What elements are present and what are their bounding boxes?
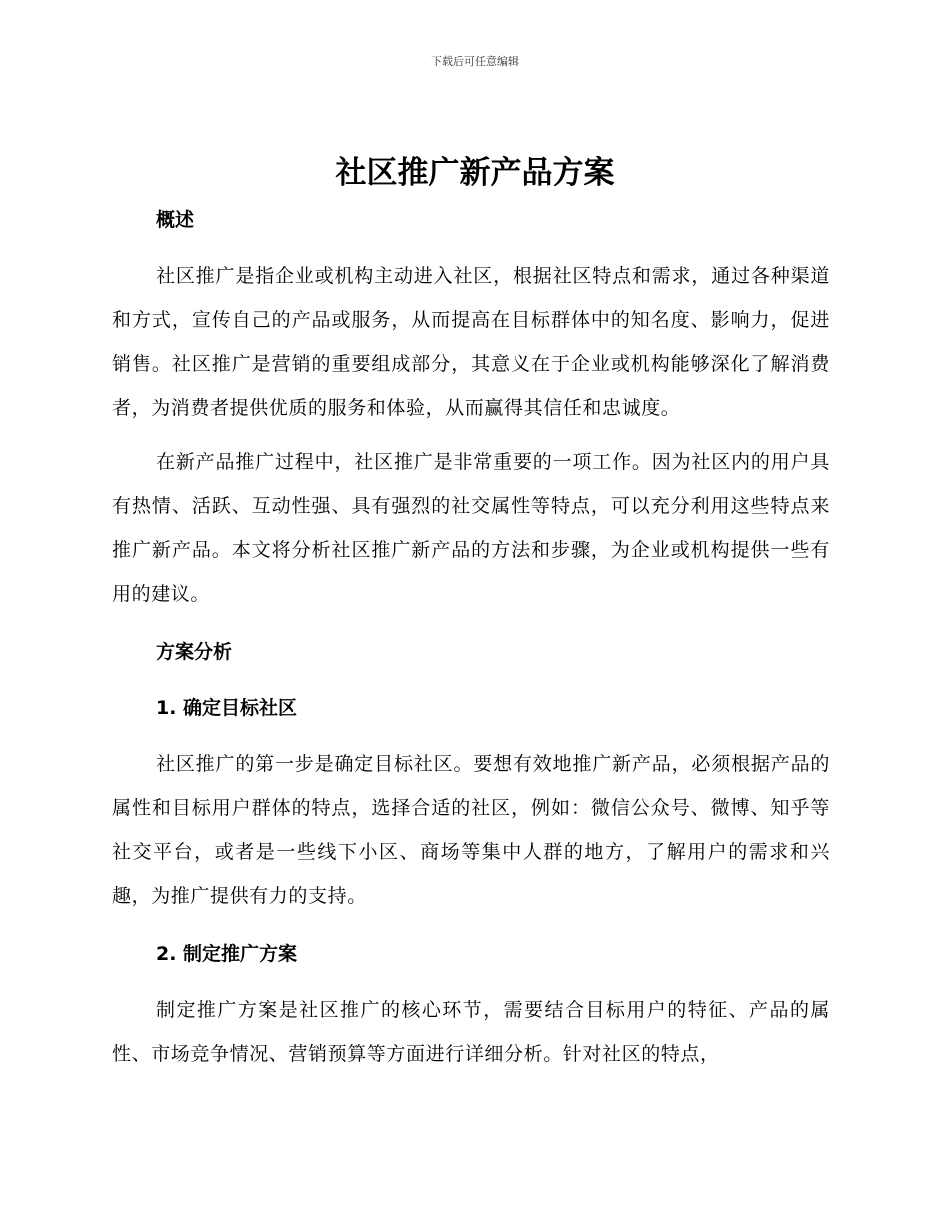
step1-paragraph: 社区推广的第一步是确定目标社区。要想有效地推广新产品，必须根据产品的属性和目标用户群体的特点，选择合适的社区，例如：微信公众号、微博、知乎等社交平台，或者是一些线下小区、商场等集中人群的地方，了解用户的需求和兴趣，为推广提供有力的支持。 xyxy=(112,753,830,907)
section-heading-overview: 概述 xyxy=(156,209,195,231)
document-title: 社区推广新产品方案 xyxy=(335,155,615,191)
section-heading-analysis: 方案分析 xyxy=(156,641,233,663)
step-heading-2: 2. 制定推广方案 xyxy=(156,943,298,965)
overview-paragraph-1: 社区推广是指企业或机构主动进入社区，根据社区特点和需求，通过各种渠道和方式，宣传自己的产品或服务，从而提高在目标群体中的知名度、影响力，促进销售。社区推广是营销的重要组成部分，其意义在于企业或机构能够深化了解消费者，为消费者提供优质的服务和体验，从而赢得其信任和忠诚度。 xyxy=(112,265,830,419)
step-heading-1: 1. 确定目标社区 xyxy=(156,697,298,719)
step2-paragraph: 制定推广方案是社区推广的核心环节，需要结合目标用户的特征、产品的属性、市场竞争情况、营销预算等方面进行详细分析。针对社区的特点， xyxy=(112,999,830,1065)
document-body xyxy=(112,200,830,1076)
overview-paragraph-2: 在新产品推广过程中，社区推广是非常重要的一项工作。因为社区内的用户具有热情、活跃、互动性强、具有强烈的社交属性等特点，可以充分利用这些特点来推广新产品。本文将分析社区推广新产品的方法和步骤，为企业或机构提供一些有用的建议。 xyxy=(112,451,830,605)
page-header-note: 下载后可任意编辑 xyxy=(431,55,519,68)
